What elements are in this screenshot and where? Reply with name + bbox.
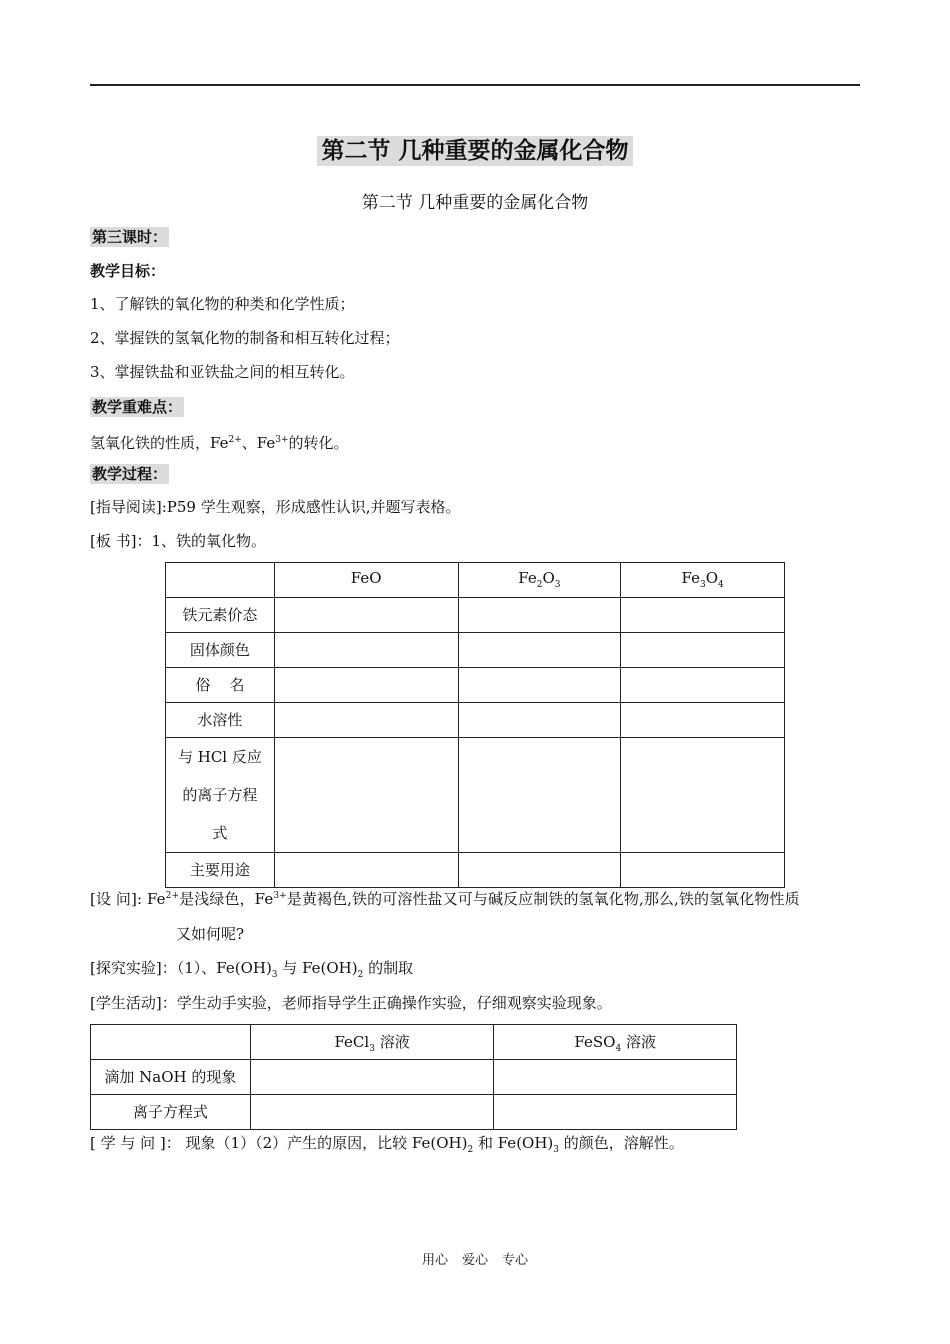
table-row <box>166 598 785 633</box>
table-row <box>166 703 785 738</box>
question-text-cont: 又如何呢? <box>176 925 245 943</box>
table-cell <box>458 738 621 853</box>
header-rule <box>90 84 860 86</box>
table-cell <box>250 1060 494 1095</box>
goal-item: 2、掌握铁的氢氧化物的制备和相互转化过程； <box>90 329 400 347</box>
guide-reading: [指导阅读]:P59 学生观察，形成感性认识,并题写表格。 <box>90 498 461 516</box>
row-label: 主要用途 <box>166 853 275 888</box>
table-header-row <box>166 563 785 598</box>
key-points-heading: 教学重难点： <box>92 398 183 416</box>
iron-oxides-table <box>165 562 785 888</box>
hydroxide-experiment-table <box>90 1024 737 1130</box>
table-row <box>166 853 785 888</box>
table-cell <box>494 1095 737 1130</box>
row-label: 与 HCl 反应的离子方程式 <box>166 738 275 853</box>
row-label: 俗 名 <box>166 668 275 703</box>
lesson-label: 第三课时： <box>92 228 168 246</box>
row-label: 滴加 NaOH 的现象 <box>91 1060 251 1095</box>
table-cell <box>274 703 458 738</box>
table-cell <box>621 853 785 888</box>
table-header-cell: FeCl$_3$ 溶液 <box>250 1025 494 1060</box>
table-row <box>166 633 785 668</box>
board-note: [板 书]：1、铁的氧化物。 <box>90 532 267 550</box>
table-cell <box>458 598 621 633</box>
learn-ask-text: [ 学 与 问 ]： 现象（1）（2）产生的原因，比较 $Fe(OH)_2$ 和 $Fe(OH)_3$ 的颜色，溶解性。 <box>90 1134 684 1155</box>
table-cell <box>274 598 458 633</box>
table-cell <box>621 668 785 703</box>
table-cell <box>621 633 785 668</box>
page-subtitle: 第二节 几种重要的金属化合物 <box>361 193 589 213</box>
table-row <box>91 1060 737 1095</box>
key-points-text: 氢氧化铁的性质，$Fe^{2+}$、$Fe^{3+}$的转化。 <box>90 434 349 452</box>
table-cell <box>458 668 621 703</box>
table-cell <box>621 598 785 633</box>
table-cell <box>458 703 621 738</box>
table-cell <box>494 1060 737 1095</box>
table-cell <box>274 738 458 853</box>
table-header-cell: $Fe_2O_3$ <box>458 563 621 598</box>
table-row <box>91 1095 737 1130</box>
question-text: [设 问]: $Fe^{2+}$是浅绿色，$Fe^{3+}$是黄褐色,铁的可溶性盐又可与碱反应制铁的氢氧化物,那么,铁的氢氧化物性质 <box>90 890 800 908</box>
page-title: 第二节 几种重要的金属化合物 <box>0 132 950 165</box>
row-label: 水溶性 <box>166 703 275 738</box>
table-cell <box>250 1095 494 1130</box>
table-cell <box>166 563 275 598</box>
row-label: 离子方程式 <box>91 1095 251 1130</box>
table-cell <box>621 703 785 738</box>
table-cell <box>274 668 458 703</box>
row-label: 铁元素价态 <box>166 598 275 633</box>
table-cell <box>458 633 621 668</box>
student-activity: [学生活动]：学生动手实验，老师指导学生正确操作实验，仔细观察实验现象。 <box>90 994 612 1012</box>
table-cell <box>91 1025 251 1060</box>
table-row <box>166 668 785 703</box>
table-cell <box>274 853 458 888</box>
table-cell <box>274 633 458 668</box>
goal-item: 1、了解铁的氧化物的种类和化学性质； <box>90 295 355 313</box>
process-heading: 教学过程： <box>92 465 168 483</box>
table-header-cell: FeO <box>274 563 458 598</box>
table-cell <box>458 853 621 888</box>
goals-heading: 教学目标： <box>90 262 166 280</box>
table-header-cell: $Fe_3O_4$ <box>621 563 785 598</box>
row-label: 固体颜色 <box>166 633 275 668</box>
experiment-text: [探究实验]：（1）、$Fe(OH)_3$ 与 $Fe(OH)_2$ 的制取 <box>90 959 414 980</box>
table-header-cell: FeSO$_4$ 溶液 <box>494 1025 737 1060</box>
table-header-row <box>91 1025 737 1060</box>
goal-item: 3、掌握铁盐和亚铁盐之间的相互转化。 <box>90 363 355 381</box>
table-row <box>166 738 785 853</box>
table-cell <box>621 738 785 853</box>
page-footer: 用心 爱心 专心 <box>421 1253 529 1268</box>
